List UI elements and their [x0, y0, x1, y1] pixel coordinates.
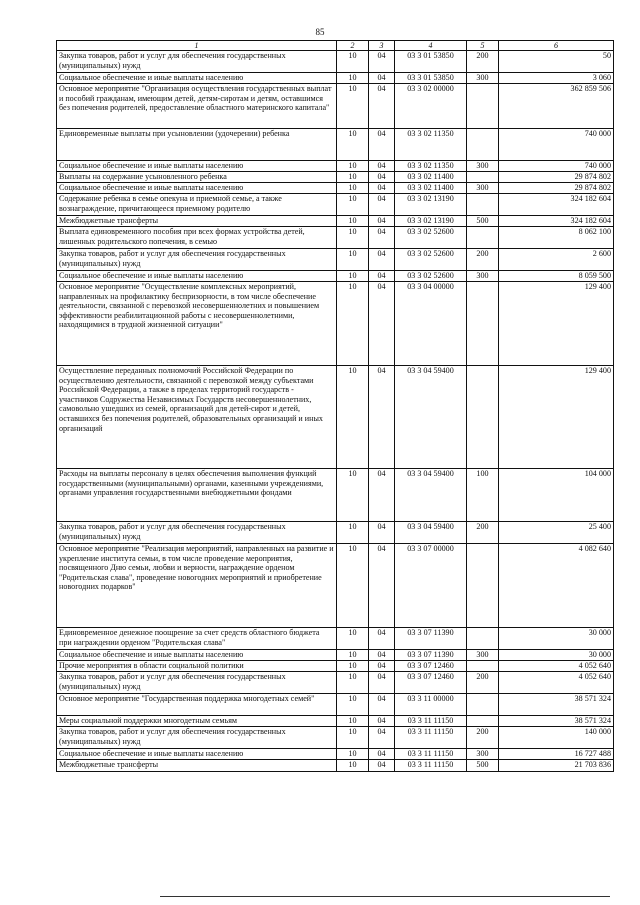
row-name: Закупка товаров, работ и услуг для обеспечения государственных (муниципальных) нужд — [57, 727, 337, 749]
row-subsection: 04 — [369, 469, 395, 522]
row-name: Осуществление переданных полномочий Российской Федерации по осуществлению деятельности, связанной с перевозкой между субъектами Российской Федерации, а также в пределах территорий государств - участников Содружества Независимых Государств несовершеннолетних, самовольно ушедших из семей, организаций для детей-сирот и детей, оставшихся без попечения родителей, образовательных организаций и иных организаций — [57, 366, 337, 469]
row-target-code: 03 3 02 11350 — [395, 161, 467, 172]
row-amount: 50 — [499, 51, 614, 73]
row-subsection: 04 — [369, 628, 395, 650]
row-section: 10 — [337, 716, 369, 727]
column-header-expense-type: 5 — [467, 41, 499, 51]
row-section: 10 — [337, 661, 369, 672]
row-name: Социальное обеспечение и иные выплаты населению — [57, 183, 337, 194]
row-amount: 4 052 640 — [499, 661, 614, 672]
table-row — [57, 727, 614, 749]
row-section: 10 — [337, 727, 369, 749]
row-target-code: 03 3 02 13190 — [395, 216, 467, 227]
column-header-subsection: 3 — [369, 41, 395, 51]
row-target-code: 03 3 02 11400 — [395, 183, 467, 194]
row-section: 10 — [337, 544, 369, 628]
row-name: Основное мероприятие "Государственная поддержка многодетных семей" — [57, 694, 337, 716]
row-expense-type — [467, 716, 499, 727]
row-name: Единовременное денежное поощрение за счет средств областного бюджета при награждении орденом "Родительская слава" — [57, 628, 337, 650]
row-name: Основное мероприятие "Реализация мероприятий, направленных на развитие и укрепление института семьи, в том числе проведение мероприятия, посвященного Дню семьи, любви и верности, награждение орденом "Родительская слава", проведение новогодних мероприятий и приобретение новогодних подарков" — [57, 544, 337, 628]
row-target-code: 03 3 11 00000 — [395, 694, 467, 716]
table-row — [57, 282, 614, 366]
row-amount: 129 400 — [499, 282, 614, 366]
row-target-code: 03 3 01 53850 — [395, 51, 467, 73]
row-expense-type — [467, 172, 499, 183]
row-subsection: 04 — [369, 760, 395, 772]
table-row — [57, 661, 614, 672]
row-amount: 324 182 604 — [499, 194, 614, 216]
row-subsection: 04 — [369, 73, 395, 84]
row-name: Закупка товаров, работ и услуг для обеспечения государственных (муниципальных) нужд — [57, 51, 337, 73]
row-amount: 29 874 802 — [499, 183, 614, 194]
table-row — [57, 650, 614, 661]
table-row — [57, 161, 614, 172]
row-expense-type: 200 — [467, 51, 499, 73]
row-name: Меры социальной поддержки многодетным семьям — [57, 716, 337, 727]
row-amount: 38 571 324 — [499, 716, 614, 727]
table-row — [57, 628, 614, 650]
table-row — [57, 172, 614, 183]
table-row — [57, 51, 614, 73]
row-amount: 740 000 — [499, 161, 614, 172]
row-name: Межбюджетные трансферты — [57, 216, 337, 227]
table-row — [57, 84, 614, 129]
row-section: 10 — [337, 129, 369, 161]
row-expense-type: 200 — [467, 727, 499, 749]
row-expense-type: 300 — [467, 183, 499, 194]
table-row — [57, 716, 614, 727]
row-section: 10 — [337, 469, 369, 522]
row-subsection: 04 — [369, 227, 395, 249]
row-amount: 21 703 836 — [499, 760, 614, 772]
row-amount: 3 060 — [499, 73, 614, 84]
row-subsection: 04 — [369, 282, 395, 366]
row-section: 10 — [337, 227, 369, 249]
row-name: Основное мероприятие "Организация осуществления государственных выплат и пособий гражданам, имеющим детей, детям-сиротам и детям, оставшимся без попечения родителей, предоставление областного материнского капитала" — [57, 84, 337, 129]
row-amount: 38 571 324 — [499, 694, 614, 716]
row-amount: 8 059 500 — [499, 271, 614, 282]
row-expense-type: 300 — [467, 271, 499, 282]
row-target-code: 03 3 07 00000 — [395, 544, 467, 628]
row-section: 10 — [337, 628, 369, 650]
row-name: Выплата единовременного пособия при всех формах устройства детей, лишенных родительского попечения, в семью — [57, 227, 337, 249]
row-subsection: 04 — [369, 161, 395, 172]
table-row — [57, 469, 614, 522]
table-row — [57, 183, 614, 194]
row-name: Содержание ребенка в семье опекуна и приемной семье, а также вознаграждение, причитающееся приемному родителю — [57, 194, 337, 216]
budget-table — [56, 40, 614, 772]
row-subsection: 04 — [369, 129, 395, 161]
table-row — [57, 544, 614, 628]
row-target-code: 03 3 02 00000 — [395, 84, 467, 129]
column-header-name: 1 — [57, 41, 337, 51]
row-subsection: 04 — [369, 650, 395, 661]
row-name: Закупка товаров, работ и услуг для обеспечения государственных (муниципальных) нужд — [57, 249, 337, 271]
row-subsection: 04 — [369, 727, 395, 749]
row-section: 10 — [337, 249, 369, 271]
row-expense-type: 200 — [467, 522, 499, 544]
row-expense-type — [467, 129, 499, 161]
table-row — [57, 271, 614, 282]
row-section: 10 — [337, 84, 369, 129]
row-target-code: 03 3 07 12460 — [395, 672, 467, 694]
table-row — [57, 760, 614, 772]
row-target-code: 03 3 11 11150 — [395, 727, 467, 749]
row-name: Социальное обеспечение и иные выплаты населению — [57, 650, 337, 661]
row-target-code: 03 3 11 11150 — [395, 760, 467, 772]
row-subsection: 04 — [369, 271, 395, 282]
row-section: 10 — [337, 694, 369, 716]
row-name: Выплаты на содержание усыновленного ребенка — [57, 172, 337, 183]
row-amount: 4 052 640 — [499, 672, 614, 694]
row-expense-type: 200 — [467, 249, 499, 271]
row-section: 10 — [337, 172, 369, 183]
row-amount: 30 000 — [499, 650, 614, 661]
table-row — [57, 749, 614, 760]
row-subsection: 04 — [369, 183, 395, 194]
row-subsection: 04 — [369, 172, 395, 183]
row-amount: 740 000 — [499, 129, 614, 161]
row-name: Основное мероприятие "Осуществление комплексных мероприятий, направленных на профилактику беспризорности, в том числе обеспечение деятельности, связанной с перевозкой несовершеннолетних и повышением эффективности реабилитационной работы с несовершеннолетними, находящимися в трудной жизненной ситуации" — [57, 282, 337, 366]
row-target-code: 03 3 04 59400 — [395, 366, 467, 469]
row-name: Единовременные выплаты при усыновлении (удочерении) ребенка — [57, 129, 337, 161]
row-amount: 324 182 604 — [499, 216, 614, 227]
row-subsection: 04 — [369, 216, 395, 227]
row-subsection: 04 — [369, 51, 395, 73]
row-subsection: 04 — [369, 749, 395, 760]
row-expense-type — [467, 661, 499, 672]
row-expense-type: 300 — [467, 749, 499, 760]
row-subsection: 04 — [369, 661, 395, 672]
row-section: 10 — [337, 51, 369, 73]
row-amount: 362 859 506 — [499, 84, 614, 129]
header-row — [57, 41, 614, 51]
row-amount: 29 874 802 — [499, 172, 614, 183]
row-expense-type: 500 — [467, 216, 499, 227]
row-subsection: 04 — [369, 522, 395, 544]
row-amount: 25 400 — [499, 522, 614, 544]
row-expense-type: 300 — [467, 73, 499, 84]
row-target-code: 03 3 04 59400 — [395, 522, 467, 544]
row-target-code: 03 3 02 52600 — [395, 227, 467, 249]
row-section: 10 — [337, 194, 369, 216]
row-section: 10 — [337, 650, 369, 661]
table-row — [57, 694, 614, 716]
row-name: Социальное обеспечение и иные выплаты населению — [57, 271, 337, 282]
column-header-amount: 6 — [499, 41, 614, 51]
row-target-code: 03 3 04 00000 — [395, 282, 467, 366]
table-row — [57, 73, 614, 84]
row-target-code: 03 3 04 59400 — [395, 469, 467, 522]
row-target-code: 03 3 02 11400 — [395, 172, 467, 183]
column-header-section: 2 — [337, 41, 369, 51]
row-expense-type — [467, 694, 499, 716]
row-subsection: 04 — [369, 84, 395, 129]
row-section: 10 — [337, 216, 369, 227]
row-amount: 16 727 488 — [499, 749, 614, 760]
row-target-code: 03 3 02 52600 — [395, 271, 467, 282]
row-expense-type — [467, 194, 499, 216]
row-section: 10 — [337, 73, 369, 84]
row-section: 10 — [337, 672, 369, 694]
table-row — [57, 249, 614, 271]
row-amount: 8 062 100 — [499, 227, 614, 249]
row-amount: 129 400 — [499, 366, 614, 469]
row-subsection: 04 — [369, 716, 395, 727]
row-amount: 4 082 640 — [499, 544, 614, 628]
table-row — [57, 672, 614, 694]
row-target-code: 03 3 07 12460 — [395, 661, 467, 672]
row-target-code: 03 3 02 52600 — [395, 249, 467, 271]
row-name: Социальное обеспечение и иные выплаты населению — [57, 73, 337, 84]
row-amount: 140 000 — [499, 727, 614, 749]
page-number: 85 — [315, 27, 325, 37]
row-subsection: 04 — [369, 544, 395, 628]
row-expense-type — [467, 628, 499, 650]
row-name: Социальное обеспечение и иные выплаты населению — [57, 161, 337, 172]
row-name: Прочие мероприятия в области социальной политики — [57, 661, 337, 672]
row-target-code: 03 3 07 11390 — [395, 628, 467, 650]
row-target-code: 03 3 11 11150 — [395, 716, 467, 727]
table-row — [57, 522, 614, 544]
row-subsection: 04 — [369, 366, 395, 469]
row-expense-type — [467, 84, 499, 129]
row-section: 10 — [337, 183, 369, 194]
row-expense-type: 500 — [467, 760, 499, 772]
footer-divider — [160, 896, 610, 897]
table-row — [57, 227, 614, 249]
row-expense-type: 300 — [467, 161, 499, 172]
row-target-code: 03 3 01 53850 — [395, 73, 467, 84]
row-subsection: 04 — [369, 249, 395, 271]
row-subsection: 04 — [369, 694, 395, 716]
column-header-target-code: 4 — [395, 41, 467, 51]
row-expense-type: 200 — [467, 672, 499, 694]
table-row — [57, 129, 614, 161]
table-row — [57, 216, 614, 227]
row-name: Закупка товаров, работ и услуг для обеспечения государственных (муниципальных) нужд — [57, 522, 337, 544]
table-row — [57, 366, 614, 469]
table-row — [57, 194, 614, 216]
row-amount: 2 600 — [499, 249, 614, 271]
row-name: Социальное обеспечение и иные выплаты населению — [57, 749, 337, 760]
row-expense-type: 300 — [467, 650, 499, 661]
row-expense-type — [467, 366, 499, 469]
row-target-code: 03 3 11 11150 — [395, 749, 467, 760]
row-target-code: 03 3 07 11390 — [395, 650, 467, 661]
row-subsection: 04 — [369, 194, 395, 216]
row-section: 10 — [337, 760, 369, 772]
row-expense-type: 100 — [467, 469, 499, 522]
row-expense-type — [467, 544, 499, 628]
row-name: Расходы на выплаты персоналу в целях обеспечения выполнения функций государственными (муниципальными) органами, казенными учреждениями, органами управления государственными внебюджетными фондами — [57, 469, 337, 522]
row-section: 10 — [337, 271, 369, 282]
row-section: 10 — [337, 749, 369, 760]
row-section: 10 — [337, 282, 369, 366]
row-amount: 104 000 — [499, 469, 614, 522]
row-target-code: 03 3 02 13190 — [395, 194, 467, 216]
row-subsection: 04 — [369, 672, 395, 694]
row-expense-type — [467, 282, 499, 366]
row-amount: 30 000 — [499, 628, 614, 650]
row-name: Закупка товаров, работ и услуг для обеспечения государственных (муниципальных) нужд — [57, 672, 337, 694]
row-expense-type — [467, 227, 499, 249]
row-section: 10 — [337, 366, 369, 469]
row-target-code: 03 3 02 11350 — [395, 129, 467, 161]
row-name: Межбюджетные трансферты — [57, 760, 337, 772]
row-section: 10 — [337, 161, 369, 172]
row-section: 10 — [337, 522, 369, 544]
